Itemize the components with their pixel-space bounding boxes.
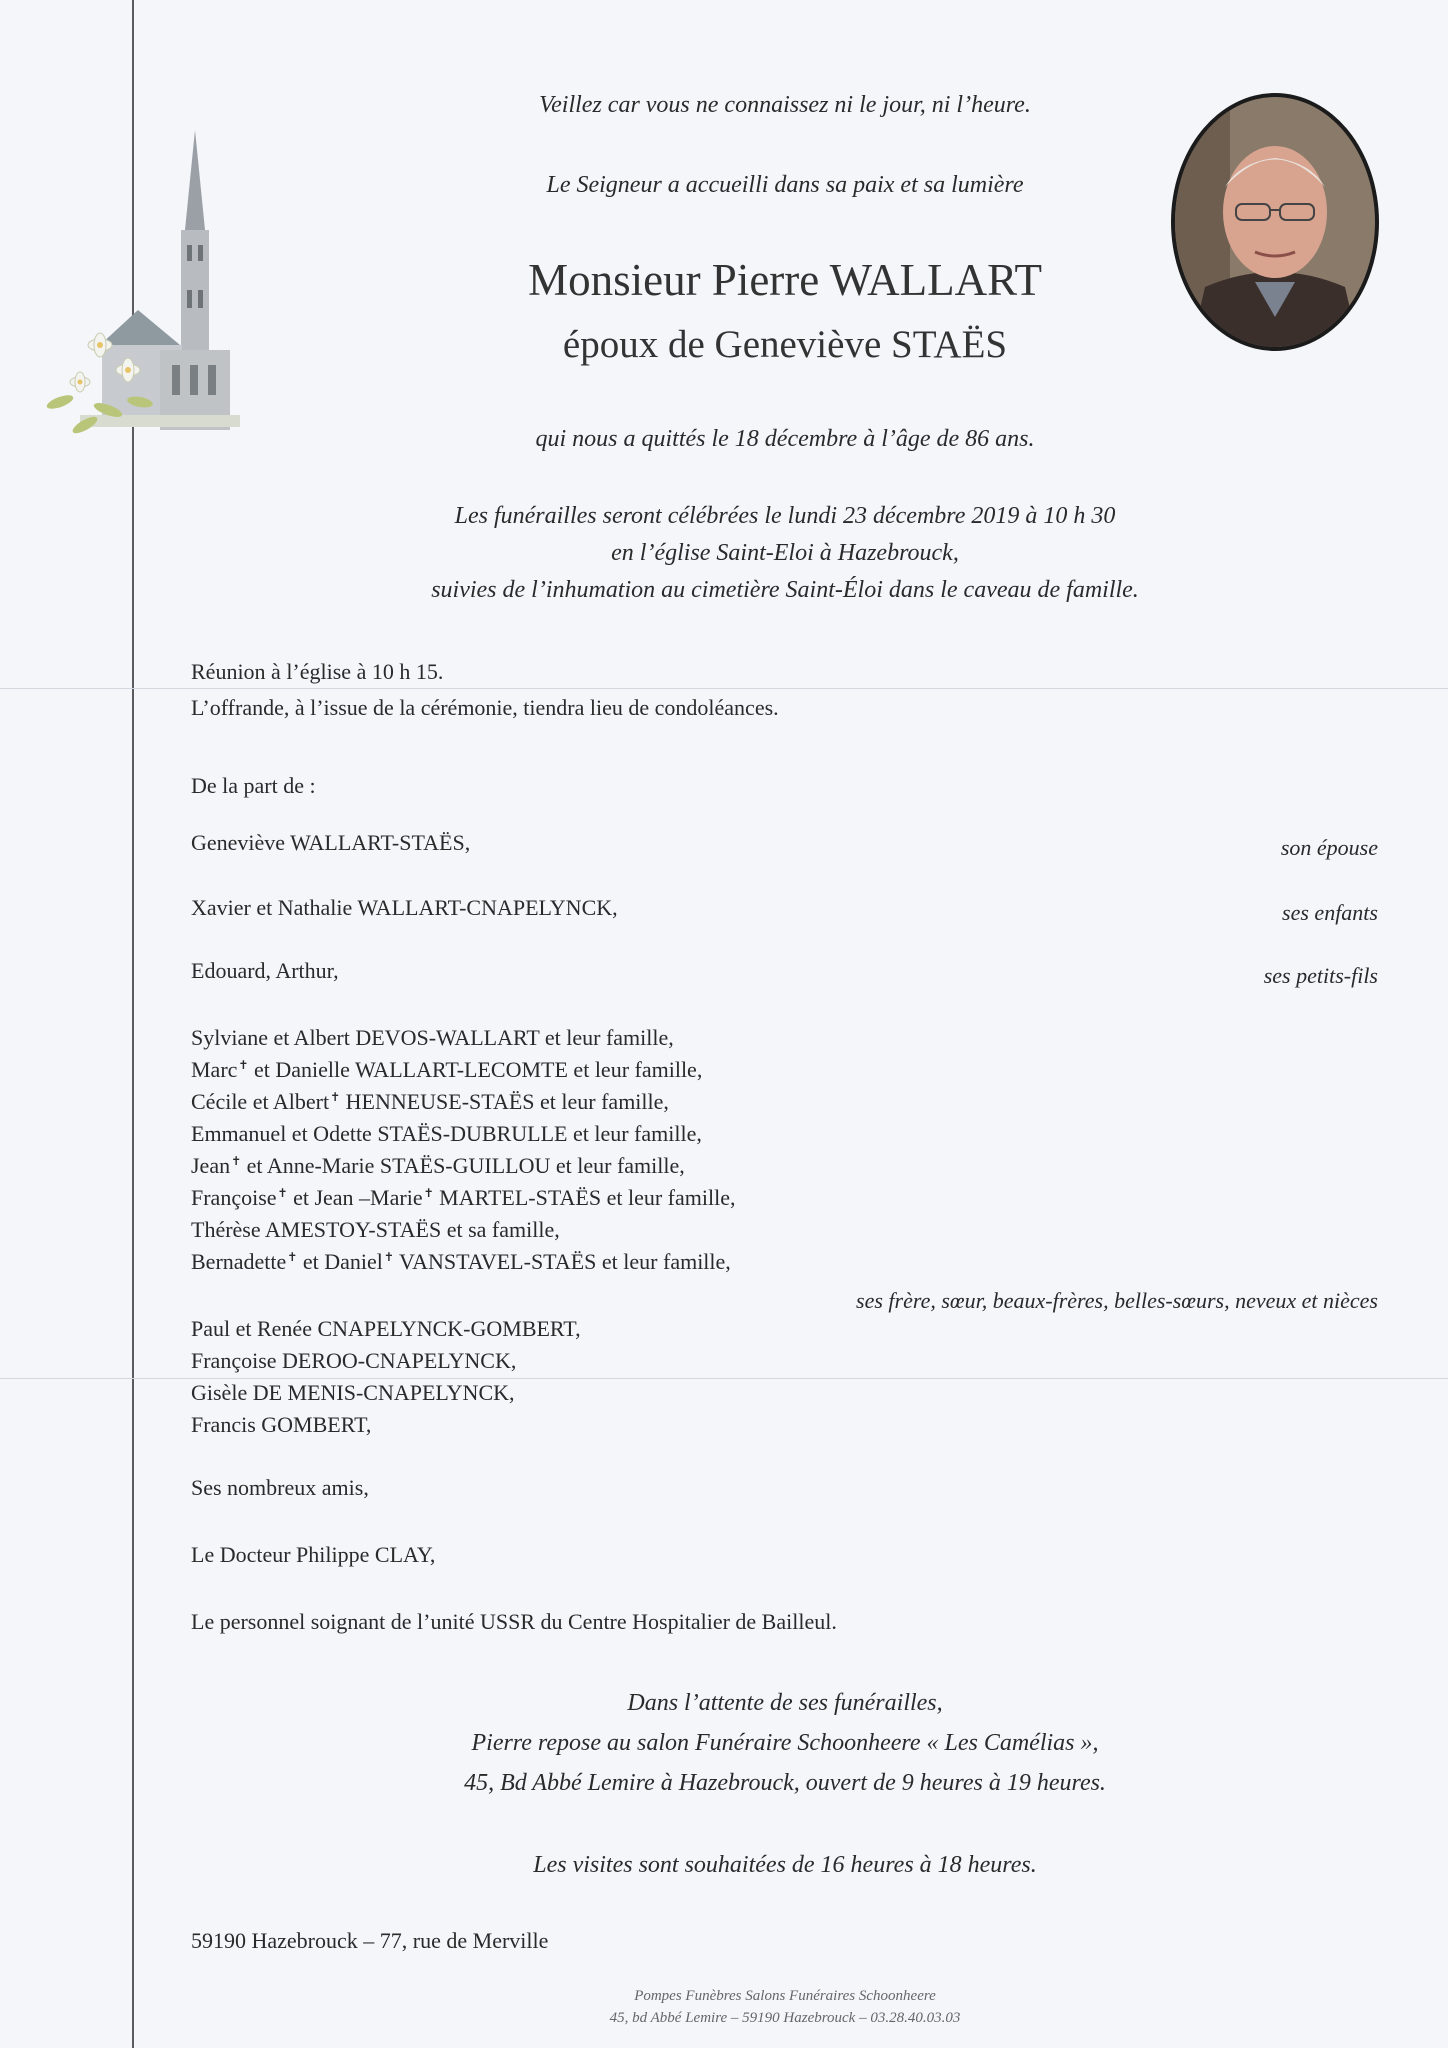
- relation-spouse: son épouse: [1280, 835, 1378, 860]
- sibling-line-5: Jean✝ et Anne-Marie STAËS-GUILLOU et leur famille,: [191, 1153, 685, 1178]
- spouse-line: époux de Geneviève STAËS: [562, 323, 1008, 366]
- deceased-cross-icon: ✝: [423, 1185, 434, 1200]
- relation-grandchildren: ses petits-fils: [1263, 963, 1378, 988]
- inlaw-line-1: Paul et Renée CNAPELYNCK-GOMBERT,: [191, 1316, 581, 1341]
- death-line: qui nous a quittés le 18 décembre à l’âge de 86 ans.: [535, 426, 1035, 452]
- fold-line-top: [0, 688, 1448, 689]
- inlaw-line-2: Françoise DEROO-CNAPELYNCK,: [191, 1348, 517, 1373]
- intro-text: Le Seigneur a accueilli dans sa paix et sa lumière: [546, 172, 1024, 198]
- footer-company: Pompes Funèbres Salons Funéraires Schoonheere: [634, 1988, 936, 2004]
- meeting-text: Réunion à l’église à 10 h 15.: [191, 659, 444, 684]
- sibling-line-8: Bernadette✝ et Daniel✝ VANSTAVEL-STAËS et leur famille,: [191, 1249, 731, 1274]
- sibling-line-4: Emmanuel et Odette STAËS-DUBRULLE et leur famille,: [191, 1121, 702, 1146]
- sibling-line-1: Sylviane et Albert DEVOS-WALLART et leur famille,: [191, 1025, 674, 1050]
- footer-contact: 45, bd Abbé Lemire – 59190 Hazebrouck – 03.28.40.03.03: [609, 2010, 961, 2026]
- relation-siblings: ses frère, sœur, beaux-frères, belles-sœurs, neveux et nièces: [856, 1288, 1378, 1313]
- sibling-line-7: Thérèse AMESTOY-STAËS et sa famille,: [191, 1217, 560, 1242]
- from-label: De la part de :: [191, 773, 316, 798]
- funeral-line-2: en l’église Saint-Eloi à Hazebrouck,: [611, 540, 959, 566]
- sibling-line-3: Cécile et Albert✝ HENNEUSE-STAËS et leur famille,: [191, 1089, 669, 1114]
- funeral-line-3: suivies de l’inhumation au cimetière Saint-Éloi dans le caveau de famille.: [431, 577, 1139, 603]
- family-children: Xavier et Nathalie WALLART-CNAPELYNCK,: [191, 895, 618, 920]
- offering-text: L’offrande, à l’issue de la cérémonie, tiendra lieu de condoléances.: [191, 695, 779, 720]
- deceased-cross-icon: ✝: [287, 1249, 298, 1264]
- repose-line-1: Dans l’attente de ses funérailles,: [627, 1690, 943, 1716]
- family-grandchildren: Edouard, Arthur,: [191, 958, 339, 983]
- portrait-photo: [1170, 92, 1380, 352]
- sibling-line-6: Françoise✝ et Jean –Marie✝ MARTEL-STAËS et leur famille,: [191, 1185, 736, 1210]
- visits-line: Les visites sont souhaitées de 16 heures à 18 heures.: [533, 1852, 1037, 1878]
- sibling-line-2: Marc✝ et Danielle WALLART-LECOMTE et leur famille,: [191, 1057, 703, 1082]
- doctor-line: Le Docteur Philippe CLAY,: [191, 1542, 436, 1567]
- repose-line-3: 45, Bd Abbé Lemire à Hazebrouck, ouvert de 9 heures à 19 heures.: [464, 1770, 1106, 1796]
- funeral-line-1: Les funérailles seront célébrées le lundi 23 décembre 2019 à 10 h 30: [454, 503, 1116, 529]
- repose-line-2: Pierre repose au salon Funéraire Schoonheere « Les Camélias »,: [471, 1730, 1099, 1756]
- friends-line: Ses nombreux amis,: [191, 1475, 369, 1500]
- fold-line-bottom: [0, 1378, 1448, 1379]
- deceased-cross-icon: ✝: [231, 1153, 242, 1168]
- relation-children: ses enfants: [1282, 900, 1378, 925]
- verse-text: Veillez car vous ne connaissez ni le jour, ni l’heure.: [539, 92, 1031, 118]
- inlaw-line-4: Francis GOMBERT,: [191, 1412, 372, 1437]
- family-spouse: Geneviève WALLART-STAËS,: [191, 830, 471, 855]
- address-line: 59190 Hazebrouck – 77, rue de Merville: [191, 1928, 549, 1953]
- inlaw-line-3: Gisèle DE MENIS-CNAPELYNCK,: [191, 1380, 515, 1405]
- deceased-cross-icon: ✝: [330, 1089, 341, 1104]
- deceased-cross-icon: ✝: [383, 1249, 394, 1264]
- deceased-name: Monsieur Pierre WALLART: [528, 255, 1042, 305]
- staff-line: Le personnel soignant de l’unité USSR du Centre Hospitalier de Bailleul.: [191, 1609, 837, 1634]
- deceased-cross-icon: ✝: [277, 1185, 288, 1200]
- deceased-cross-icon: ✝: [238, 1057, 249, 1072]
